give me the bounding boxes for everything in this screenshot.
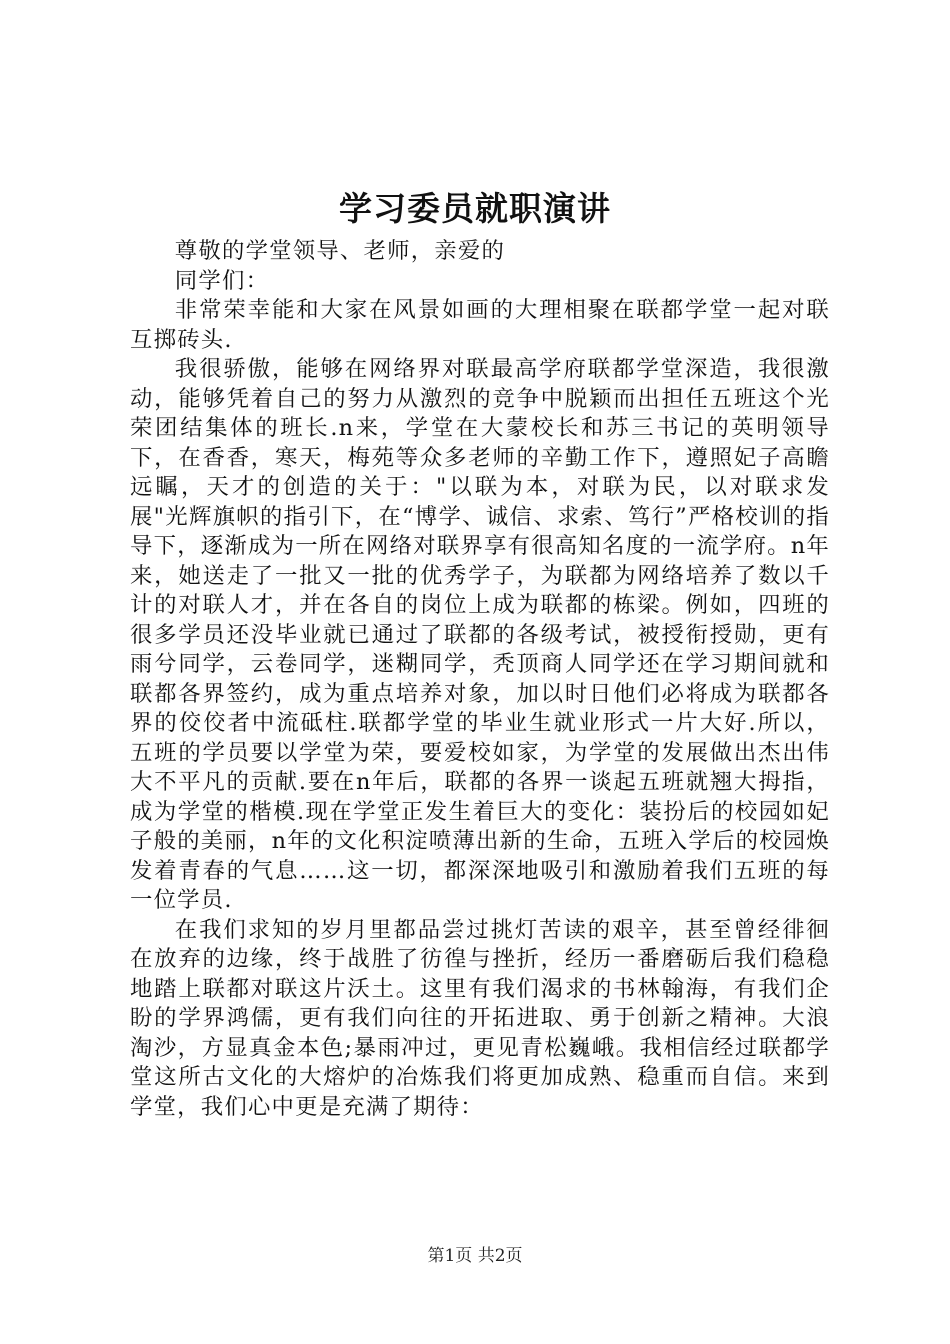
greeting-line-1: 尊敬的学堂领导、老师，亲爱的 xyxy=(174,238,506,264)
document-body xyxy=(130,237,830,1122)
paragraph-3: 在我们求知的岁月里都品尝过挑灯苦读的艰辛，甚至曾经徘徊在放弃的边缘，终于战胜了彷徨与挫折，经历一番磨砺后我们稳稳地踏上联都对联这片沃土。这里有我们渴求的书林翰海，有我们企盼的学界鸿儒，更有我们向往的开拓进取、勇于创新之精神。大浪淘沙，方显真金本色;暴雨冲过，更见青松巍峨。我相信经过联都学堂这所古文化的大熔炉的冶炼我们将更加成熟、稳重而自信。来到学堂，我们心中更是充满了期待： xyxy=(130,916,830,1120)
greeting-line-2: 同学们： xyxy=(174,267,270,294)
page-footer: 第1页 共2页 xyxy=(427,1246,523,1266)
paragraph-1: 非常荣幸能和大家在风景如画的大理相聚在联都学堂一起对联互掷砖头. xyxy=(130,297,830,353)
document-title: 学习委员就职演讲 xyxy=(339,189,611,228)
paragraph-2: 我很骄傲，能够在网络界对联最高学府联都学堂深造，我很激动，能够凭着自己的努力从激烈的竞争中脱颖而出担任五班这个光荣团结集体的班长.n来，学堂在大蒙校长和苏三书记的英明领导下，在香香，寒天，梅苑等众多老师的辛勤工作下，遵照妃子高瞻远瞩，天才的创造的关于："以联为本，对联为民，以对联求发展"光辉旗帜的指引下，在“博学、诚信、求索、笃行”严格校训的指导下，逐渐成为一所在网络对联界享有很高知名度的一流学府。n年来，她送走了一批又一批的优秀学子，为联都为网络培养了数以千计的对联人才，并在各自的岗位上成为联都的栋梁。例如，四班的很多学员还没毕业就已通过了联都的各级考试，被授衔授勋，更有雨兮同学，云卷同学，迷糊同学，秃顶商人同学还在学习期间就和联都各界签约，成为重点培养对象，加以时日他们必将成为联都各界的佼佼者中流砥柱.联都学堂的毕业生就业形式一片大好.所以，五班的学员要以学堂为荣，要爱校如家，为学堂的发展做出杰出伟大不平凡的贡献.要在n年后，联都的各界一谈起五班就翘大拇指，成为学堂的楷模.现在学堂正发生着巨大的变化：装扮后的校园如妃子般的美丽，n年的文化积淀喷薄出新的生命，五班入学后的校园焕发着青春的气息……这一切，都深深地吸引和激励着我们五班的每一位学员. xyxy=(130,356,830,913)
